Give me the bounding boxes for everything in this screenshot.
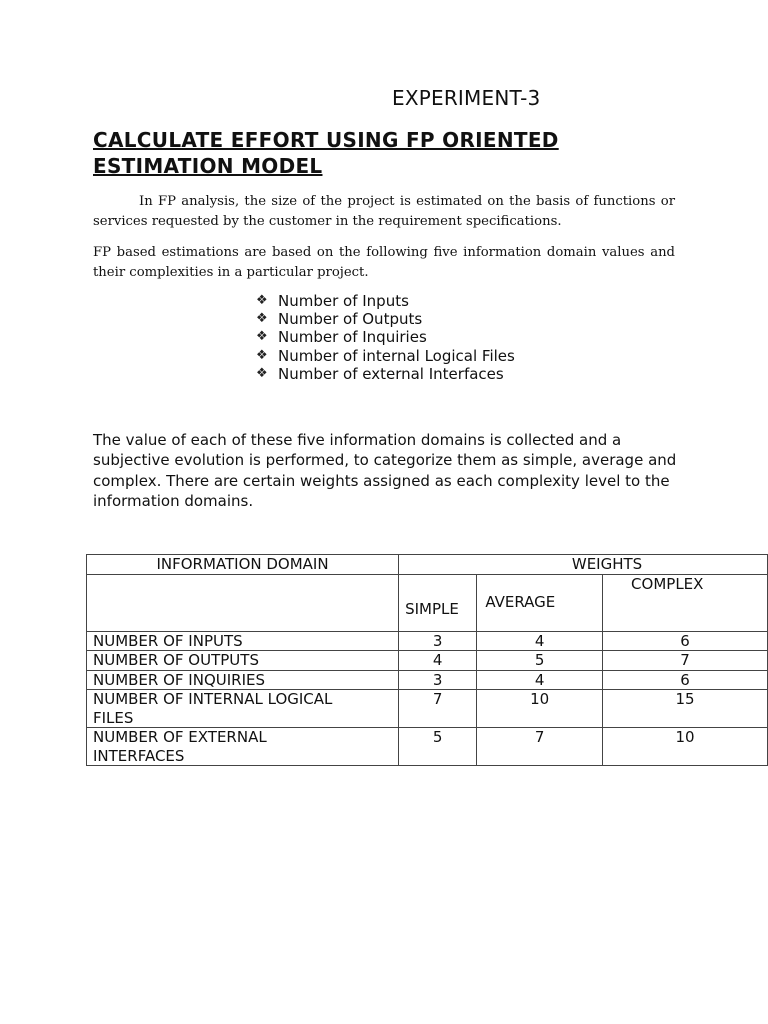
row-complex: 7 <box>603 651 768 671</box>
list-item: ❖ Number of Inquiries <box>256 328 427 347</box>
row-complex: 6 <box>603 631 768 651</box>
row-average: 4 <box>477 670 603 690</box>
table-row <box>87 670 768 690</box>
diamond-bullet-icon: ❖ <box>256 365 268 381</box>
weights-paragraph: The value of each of these five information domains is collected and a subjective evolution is performed, to categorize them as simple, average and complex. There are certain weights assigned as each complexity level to the information domains. <box>93 431 677 510</box>
list-item: ❖ Number of Outputs <box>256 310 423 329</box>
row-simple: 7 <box>399 690 477 728</box>
row-domain: NUMBER OF EXTERNAL INTERFACES <box>87 728 399 766</box>
row-average: 10 <box>477 690 603 728</box>
row-simple: 3 <box>399 631 477 651</box>
estimation-paragraph: FP based estimations are based on the following five information domain values and their complexities in a particular project. <box>93 245 675 280</box>
row-average: 4 <box>477 631 603 651</box>
row-domain: NUMBER OF INTERNAL LOGICAL FILES <box>87 690 399 728</box>
row-complex: 6 <box>603 670 768 690</box>
row-complex: 10 <box>603 728 768 766</box>
row-complex: 15 <box>603 690 768 728</box>
page-heading: CALCULATE EFFORT USING FP ORIENTED ESTIMATION MODEL <box>93 128 559 178</box>
experiment-title: EXPERIMENT-3 <box>392 86 541 110</box>
row-average: 5 <box>477 651 603 671</box>
intro-paragraph: In FP analysis, the size of the project is estimated on the basis of functions or services requested by the customer in the requirement specifications. <box>93 194 675 229</box>
row-simple: 5 <box>399 728 477 766</box>
diamond-bullet-icon: ❖ <box>256 347 268 363</box>
row-average: 7 <box>477 728 603 766</box>
row-domain: NUMBER OF INQUIRIES <box>87 670 399 690</box>
diamond-bullet-icon: ❖ <box>256 329 268 345</box>
row-simple: 4 <box>399 651 477 671</box>
domain-bullet-list <box>256 292 515 383</box>
header-simple: SIMPLE <box>399 574 477 631</box>
header-average: AVERAGE <box>477 574 603 631</box>
header-information-domain: INFORMATION DOMAIN <box>87 555 399 575</box>
header-complex: COMPLEX <box>603 574 768 631</box>
table-subheader-row <box>87 574 768 631</box>
list-item: ❖ Number of external Interfaces <box>256 364 504 383</box>
table-header-row <box>87 555 768 575</box>
weights-table <box>86 554 768 766</box>
row-domain: NUMBER OF OUTPUTS <box>87 651 399 671</box>
diamond-bullet-icon: ❖ <box>256 311 268 327</box>
diamond-bullet-icon: ❖ <box>256 293 268 308</box>
table-row <box>87 728 768 766</box>
list-item: ❖ Number of internal Logical Files <box>256 346 515 365</box>
table-row <box>87 690 768 728</box>
header-weights: WEIGHTS <box>399 555 768 575</box>
row-simple: 3 <box>399 670 477 690</box>
table-row <box>87 651 768 671</box>
row-domain: NUMBER OF INPUTS <box>87 631 399 651</box>
subheader-empty-cell <box>87 574 399 631</box>
table-row <box>87 631 768 651</box>
list-item: ❖ Number of Inputs <box>256 292 409 310</box>
